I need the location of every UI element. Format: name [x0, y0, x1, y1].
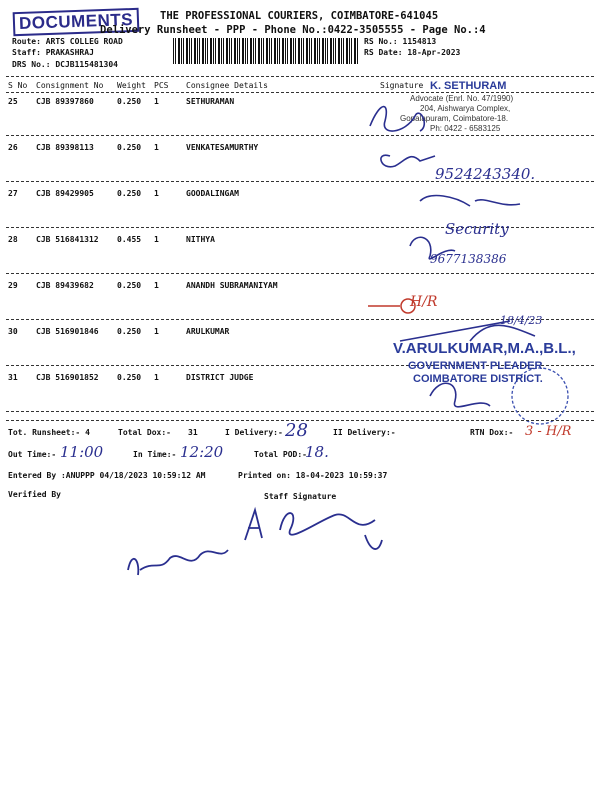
divider: [6, 76, 594, 77]
total-dox-value: 31: [188, 428, 198, 437]
col-consignee: Consignee Details: [186, 81, 268, 90]
row-pcs: 1: [154, 327, 159, 336]
row-consignee: VENKATESAMURTHY: [186, 143, 259, 152]
rtn-dox-value: 3 - H/R: [525, 424, 572, 439]
total-pod-value: 18.: [305, 443, 329, 461]
row-sno: 27: [8, 189, 18, 198]
arulkumar-stamp-line: GOVERNMENT PLEADER: [408, 360, 543, 372]
printed-on: Printed on: 18-04-2023 10:59:37: [238, 471, 388, 480]
row-sno: 28: [8, 235, 18, 244]
row-consignment: CJB 516901846: [36, 327, 99, 336]
row-consignee: DISTRICT JUDGE: [186, 373, 254, 382]
row-weight: 0.250: [117, 143, 142, 152]
row-pcs: 1: [154, 281, 159, 290]
rtn-dox-label: RTN Dox:-: [470, 428, 514, 437]
total-pod-label: Total POD:-: [254, 450, 307, 459]
row-pcs: 1: [154, 189, 159, 198]
i-delivery-label: I Delivery:-: [225, 428, 283, 437]
sethuram-stamp-name: K. SETHURAM: [430, 80, 507, 92]
sethuram-stamp-line: Ph: 0422 - 6583125: [430, 124, 501, 133]
arulkumar-stamp-name: V.ARULKUMAR,M.A.,B.L.,: [393, 340, 576, 357]
col-consignment: Consignment No: [36, 81, 104, 90]
total-runsheet: Tot. Runsheet:- 4: [8, 428, 90, 437]
in-time-value: 12:20: [180, 443, 224, 461]
row-sno: 29: [8, 281, 18, 290]
col-sno: S No: [8, 81, 28, 90]
row-weight: 0.250: [117, 281, 142, 290]
route-label: Route: ARTS COLLEG ROAD: [12, 37, 123, 46]
staff-label: Staff: PRAKASHRAJ: [12, 48, 94, 57]
row-pcs: 1: [154, 143, 159, 152]
staff-signature-image: [120, 500, 400, 590]
rs-date: RS Date: 18-Apr-2023: [364, 48, 461, 57]
rtn-mark: H/R: [410, 294, 438, 310]
in-time-label: In Time:-: [133, 450, 177, 459]
arulkumar-stamp-line: COIMBATORE DISTRICT.: [413, 373, 543, 385]
row-weight: 0.250: [117, 327, 142, 336]
divider: [6, 92, 594, 93]
row-sno: 31: [8, 373, 18, 382]
runsheet-subtitle: Delivery Runsheet - PPP - Phone No.:0422-3505555 - Page No.:4: [100, 24, 486, 36]
sethuram-stamp-line: 204, Aishwarya Complex,: [420, 104, 511, 113]
row-consignment: CJB 89439682: [36, 281, 94, 290]
handwritten-phone: 9524243340.: [435, 165, 536, 183]
col-signature: Signature: [380, 81, 424, 90]
row-pcs: 1: [154, 235, 159, 244]
handwritten-security: Security: [445, 220, 509, 238]
documents-stamp: DOCUMENTS: [13, 8, 140, 36]
ii-delivery-label: II Delivery:-: [333, 428, 396, 437]
row-consignee: NITHYA: [186, 235, 215, 244]
row-consignee: ANANDH SUBRAMANIYAM: [186, 281, 278, 290]
out-time-label: Out Time:-: [8, 450, 57, 459]
row-weight: 0.250: [117, 189, 142, 198]
row-pcs: 1: [154, 373, 159, 382]
total-dox-label: Total Dox:-: [118, 428, 171, 437]
row-consignee: SETHURAMAN: [186, 97, 235, 106]
col-pcs: PCS: [154, 81, 169, 90]
sethuram-stamp-line: Gopalapuram, Coimbatore-18.: [400, 114, 509, 123]
handwritten-date: 18/4/23: [500, 314, 543, 327]
row-consignment: CJB 89398113: [36, 143, 94, 152]
out-time-value: 11:00: [60, 443, 104, 461]
col-weight: Weight: [117, 81, 146, 90]
row-pcs: 1: [154, 97, 159, 106]
row-sno: 30: [8, 327, 18, 336]
barcode: [173, 38, 358, 64]
staff-signature-label: Staff Signature: [264, 492, 337, 501]
row-weight: 0.250: [117, 373, 142, 382]
company-title: THE PROFESSIONAL COURIERS, COIMBATORE-641045: [160, 10, 439, 22]
drs-label: DRS No.: DCJB115481304: [12, 60, 118, 69]
handwritten-phone2: 9677138386: [430, 252, 507, 266]
sethuram-stamp-line: Advocate (Enrl. No. 47/1990): [410, 94, 514, 103]
row-consignment: CJB 89397860: [36, 97, 94, 106]
row-consignee: GOODALINGAM: [186, 189, 239, 198]
row-sno: 25: [8, 97, 18, 106]
verified-by: Verified By: [8, 490, 61, 499]
row-weight: 0.250: [117, 97, 142, 106]
row-consignment: CJB 89429905: [36, 189, 94, 198]
entered-by: Entered By :ANUPPP 04/18/2023 10:59:12 AM: [8, 471, 206, 480]
i-delivery-value: 28: [285, 420, 308, 441]
rs-number: RS No.: 1154813: [364, 37, 437, 46]
row-consignment: CJB 516841312: [36, 235, 99, 244]
row-weight: 0.455: [117, 235, 142, 244]
row-consignee: ARULKUMAR: [186, 327, 230, 336]
row-consignment: CJB 516901852: [36, 373, 99, 382]
row-sno: 26: [8, 143, 18, 152]
